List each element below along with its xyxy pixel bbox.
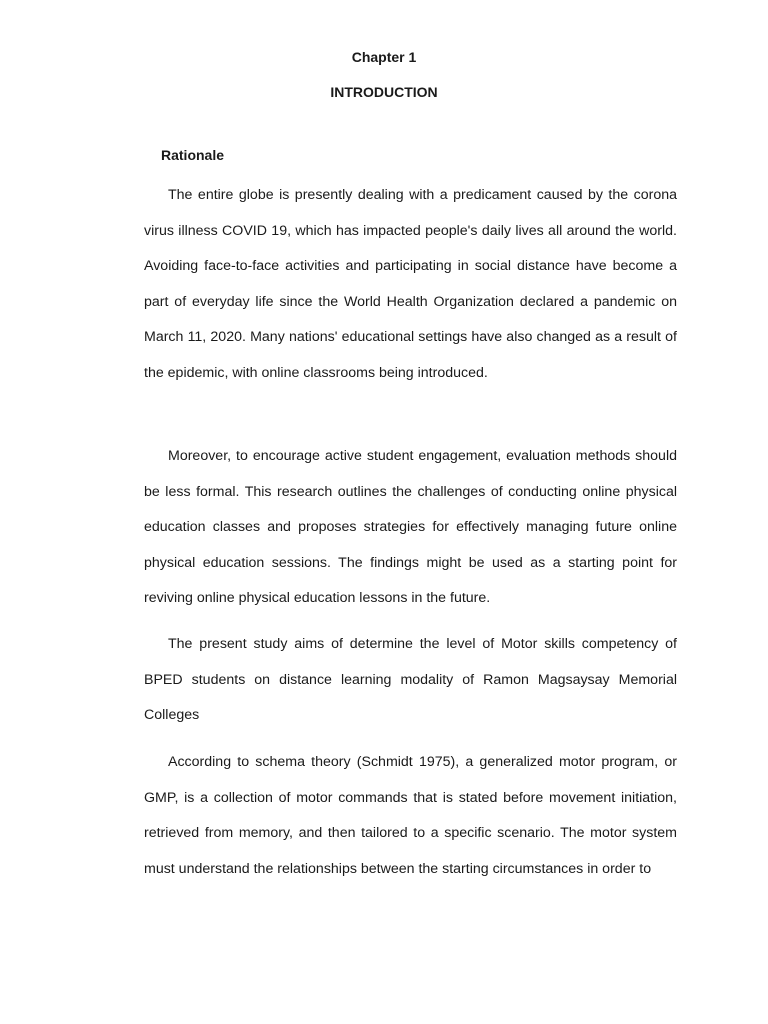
paragraph-1: The entire globe is presently dealing with a predicament caused by the corona virus illness COVID 19, which has impacted people's daily lives all around the world. Avoiding face-to-face activities and participating in social distance have become a part of everyday life since the World Health Organization declared a pandemic on March 11, 2020. Many nations' educational settings have also changed as a result of the epidemic, with online classrooms being introduced. [144,187,677,381]
chapter-title: INTRODUCTION [330,84,438,100]
paragraph-2: Moreover, to encourage active student engagement, evaluation methods should be less formal. This research outlines the challenges of conducting online physical education classes and proposes strategies for effectively managing future online physical education sessions. The findings might be used as a starting point for reviving online physical education lessons in the future. [144,448,677,607]
paragraph-3: The present study aims of determine the level of Motor skills competency of BPED students on distance learning modality of Ramon Magsaysay Memorial Colleges [144,636,677,724]
section-title: Rationale [161,147,225,163]
chapter-label: Chapter 1 [351,49,417,65]
paragraph-4: According to schema theory (Schmidt 1975), a generalized motor program, or GMP, is a collection of motor commands that is stated before movement initiation, retrieved from memory, and then tailored to a specific scenario. The motor system must understand the relationships between the starting circumstances in order to [144,754,677,877]
